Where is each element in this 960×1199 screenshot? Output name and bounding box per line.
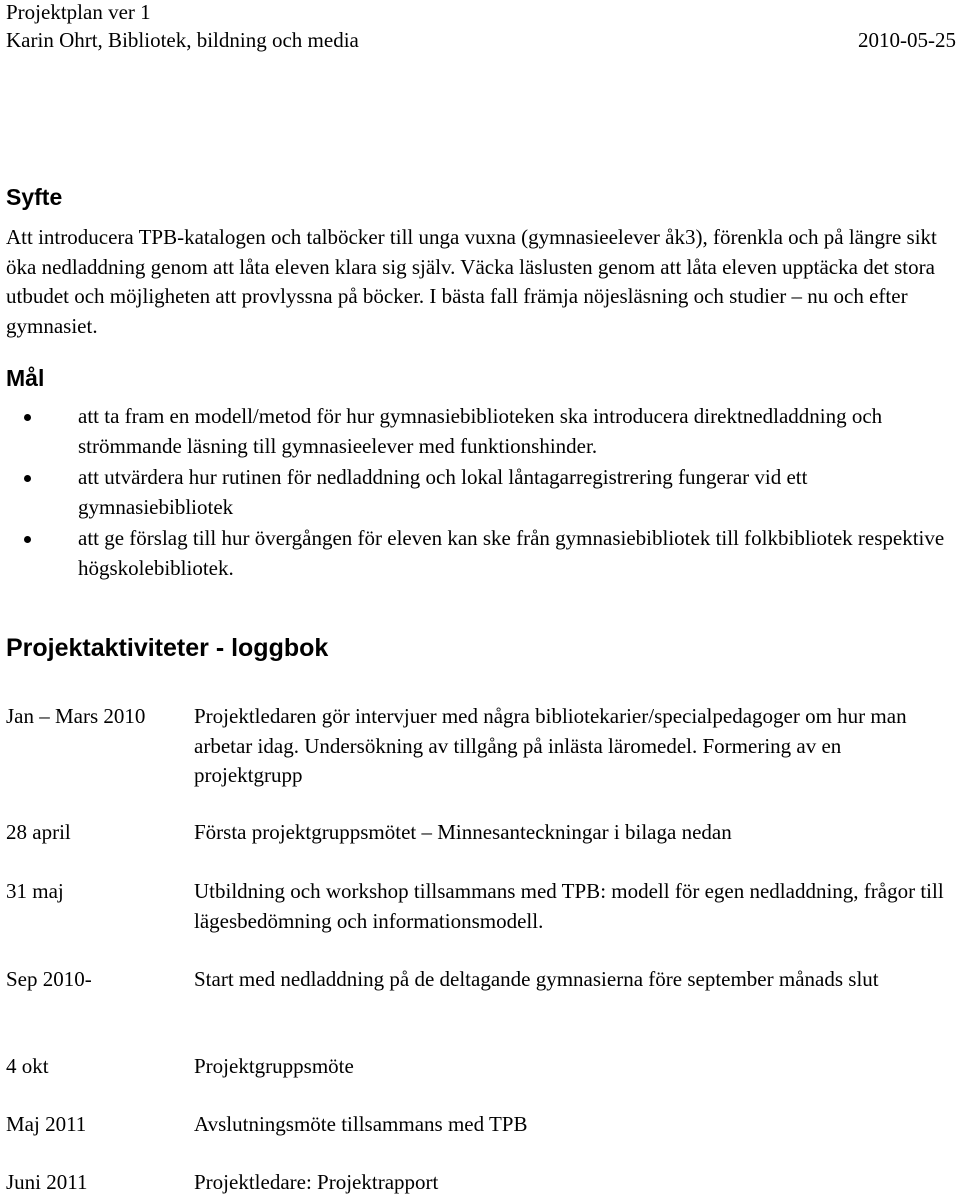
goal-item [0, 524, 960, 583]
goal-item [0, 463, 960, 522]
log-description: Projektgruppsmöte [194, 1054, 354, 1078]
syfte-paragraph: Att introducera TPB-katalogen och talböcker till unga vuxna (gymnasieelever åk3), förenkla och på längre sikt öka nedladdning genom att låta eleven klara sig själv. Väcka läslusten genom att låta eleven upptäcka det stora utbudet och möjligheten att provlyssna på böcker. I bästa fall främja nöjesläsning och studier – nu och efter gymnasiet. [6, 225, 937, 338]
log-date: Maj 2011 [6, 1112, 87, 1136]
bullet-icon [24, 536, 31, 543]
goal-item [0, 402, 960, 461]
document-date: 2010-05-25 [858, 28, 956, 52]
log-date: Jan – Mars 2010 [6, 704, 146, 728]
goal-text: att ta fram en modell/metod för hur gymnasiebiblioteken ska introducera direktnedladdning och strömmande läsning till gymnasieelever med funktionshinder. [78, 404, 883, 458]
log-description: Projektledaren gör intervjuer med några bibliotekarier/specialpedagoger om hur man arbetar idag. Undersökning av tillgång på inlästa läromedel. Formering av en projektgrupp [194, 704, 907, 787]
log-date: Sep 2010- [6, 967, 92, 991]
goal-list [0, 402, 960, 585]
document-title: Projektplan ver 1 [6, 0, 151, 24]
goal-text: att ge förslag till hur övergången för eleven kan ske från gymnasiebibliotek till folkbibliotek respektive högskolebibliotek. [78, 526, 945, 580]
bullet-icon [24, 475, 31, 482]
mal-heading: Mål [6, 365, 45, 391]
bullet-icon [24, 414, 31, 421]
syfte-heading: Syfte [6, 184, 63, 210]
log-description: Första projektgruppsmötet – Minnesanteckningar i bilaga nedan [194, 820, 732, 844]
document-meta [6, 26, 956, 54]
author-line: Karin Ohrt, Bibliotek, bildning och media [6, 28, 359, 52]
log-description: Avslutningsmöte tillsammans med TPB [194, 1112, 528, 1136]
log-description: Start med nedladdning på de deltagande gymnasierna före september månads slut [194, 967, 879, 991]
goal-text: att utvärdera hur rutinen för nedladdning och lokal låntagarregistrering fungerar vid ett gymnasiebibliotek [78, 465, 808, 519]
log-date: 28 april [6, 820, 71, 844]
log-date: 31 maj [6, 879, 64, 903]
log-description: Utbildning och workshop tillsammans med TPB: modell för egen nedladdning, frågor till lägesbedömning och informationsmodell. [194, 879, 944, 933]
log-description: Projektledare: Projektrapport [194, 1170, 439, 1194]
log-date: Juni 2011 [6, 1170, 88, 1194]
loggbok-heading: Projektaktiviteter - loggbok [6, 634, 329, 662]
log-date: 4 okt [6, 1054, 49, 1078]
